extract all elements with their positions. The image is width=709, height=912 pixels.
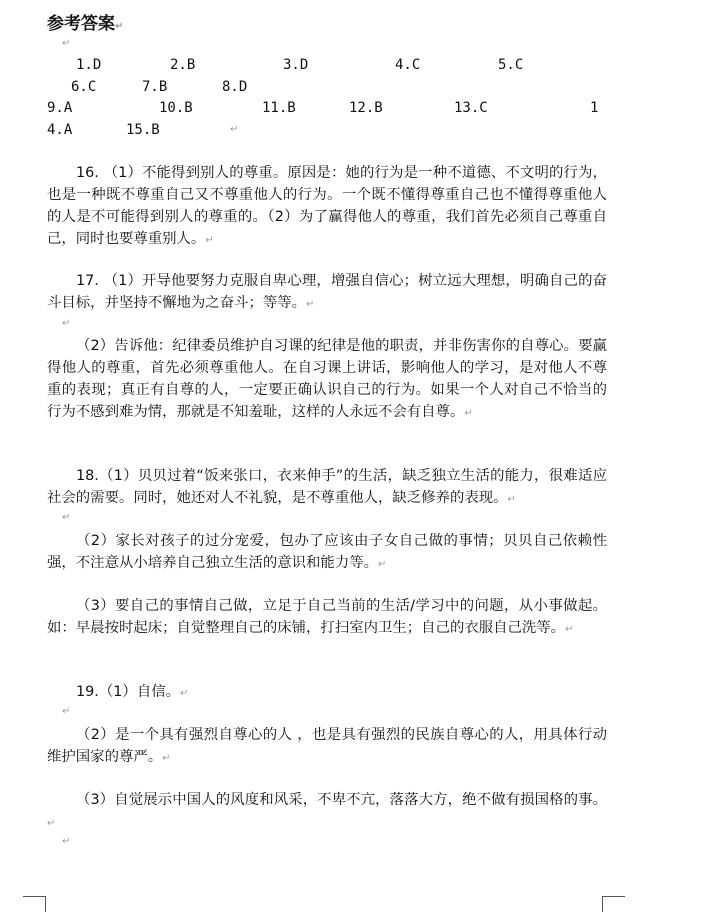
paragraph-mark-icon: ↵ [62, 836, 71, 847]
paragraph-mark-icon: ↵ [62, 318, 71, 329]
document-title: 参考答案↵ [47, 14, 124, 34]
paragraph-mark-icon: ↵ [230, 124, 239, 135]
answer-item: 7.B [142, 79, 168, 95]
crop-mark-bottom-left [23, 896, 46, 912]
answer-item: 15.B [126, 122, 160, 138]
paragraph-mark-icon: ↵ [464, 408, 473, 419]
answer-item: 8.D [222, 79, 248, 95]
answer-item: 13.C [454, 100, 488, 116]
answer-item: 4.A [47, 122, 73, 138]
answer-paragraph-18-1: 18.（1）贝贝过着“饭来张口，衣来伸手”的生活，缺乏独立生活的能力，很难适应社会的需要。同时，她还对人不礼貌，是不尊重他人，缺乏修养的表现。↵ [47, 468, 607, 506]
paragraph-mark-icon: ↵ [47, 818, 56, 829]
answer-item: 10.B [159, 100, 193, 116]
paragraph-mark-icon: ↵ [180, 688, 189, 699]
crop-mark-bottom-right [602, 896, 625, 912]
answer-paragraph-19-1: 19.（1）自信。↵ [76, 684, 189, 700]
paragraph-mark-icon: ↵ [565, 624, 574, 635]
answer-item: 9.A [47, 100, 73, 116]
answer-paragraph-19-3: （3）自觉展示中国人的风度和风采，不卑不亢，落落大方，绝不做有损国格的事。↵ [47, 792, 607, 829]
paragraph-mark-icon: ↵ [62, 38, 71, 49]
paragraph-mark-icon: ↵ [162, 753, 171, 764]
paragraph-mark-icon: ↵ [62, 512, 71, 523]
answer-item: 12.B [349, 100, 383, 116]
answer-paragraph-18-3: （3）要自己的事情自己做，立足于自己当前的生活/学习中的问题，从小事做起。如：早晨按时起床；自觉整理自己的床铺，打扫室内卫生；自己的衣服自己洗等。↵ [47, 598, 607, 636]
paragraph-mark-icon: ↵ [378, 559, 387, 570]
answer-item: 1.D [76, 57, 102, 73]
answer-item: 2.B [170, 57, 196, 73]
answer-item: 11.B [262, 100, 296, 116]
paragraph-mark-icon: ↵ [205, 235, 214, 246]
paragraph-mark-icon: ↵ [62, 706, 71, 717]
paragraph-mark-icon: ↵ [306, 299, 315, 310]
answer-paragraph-17-1: 17. （1）开导他要努力克服自卑心理，增强自信心；树立远大理想，明确自己的奋斗目标，并坚持不懈地为之奋斗；等等。↵ [47, 273, 607, 311]
paragraph-mark-icon: ↵ [115, 21, 124, 32]
answer-paragraph-18-2: （2）家长对孩子的过分宠爱，包办了应该由子女自己做的事情；贝贝自己依赖性强，不注意从小培养自己独立生活的意识和能力等。↵ [47, 533, 607, 571]
answer-paragraph-16: 16. （1）不能得到别人的尊重。原因是：她的行为是一种不道德、不文明的行为，也是一种既不尊重自己又不尊重他人的行为。一个既不懂得尊重自己也不懂得尊重他人的人是不可能得到别人的尊重的。（2）为了赢得他人的尊重，我们首先必须自己尊重自己，同时也要尊重别人。↵ [47, 165, 607, 247]
paragraph-mark-icon: ↵ [507, 494, 516, 505]
answer-item: 6.C [71, 79, 97, 95]
answer-paragraph-17-2: （2）告诉他：纪律委员维护自习课的纪律是他的职责，并非伤害你的自尊心。要赢得他人的尊重，首先必须尊重他人。在自习课上讲话，影响他人的学习，是对他人不尊重的表现；真正有自尊的人，一定要正确认识自己的行为。如果一个人对自己不恰当的行为不感到难为情，那就是不知羞耻，这样的人永远不会有自尊。↵ [47, 338, 607, 420]
answer-item: 1 [590, 100, 599, 116]
answer-item: 5.C [498, 57, 524, 73]
answer-item: 4.C [395, 57, 421, 73]
answer-item: 3.D [283, 57, 309, 73]
answer-paragraph-19-2: （2）是一个具有强烈自尊心的人 ，也是具有强烈的民族自尊心的人，用具体行动维护国家的尊严。↵ [47, 727, 607, 765]
